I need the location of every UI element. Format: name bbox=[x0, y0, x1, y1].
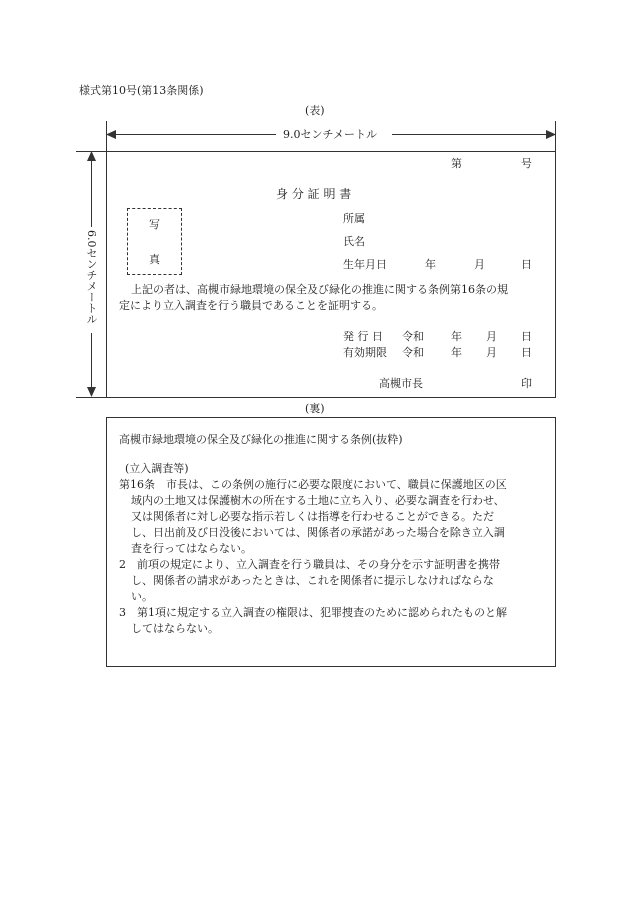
height-dim-label: 6.0センチメートル bbox=[85, 230, 98, 325]
issue-year-label: 年 bbox=[451, 330, 462, 343]
article-line: い。 bbox=[131, 590, 153, 603]
article-line: してはならない。 bbox=[131, 622, 219, 635]
article-line: 査を行ってはならない。 bbox=[131, 542, 252, 555]
arrow-right-icon bbox=[546, 130, 556, 139]
width-dim-line-left bbox=[108, 134, 276, 135]
card-title: 身 分 証 明 書 bbox=[276, 187, 352, 201]
article-line: 第16条 市長は、この条例の施行に必要な限度において、職員に保護地区の区 bbox=[119, 478, 507, 491]
card-number-prefix: 第 bbox=[451, 157, 462, 170]
name-label: 氏名 bbox=[343, 235, 365, 248]
form-number-label: 様式第10号(第13条関係) bbox=[79, 84, 204, 97]
issue-era: 令和 bbox=[402, 330, 424, 343]
arrow-up-icon bbox=[87, 151, 96, 161]
seal-label: 印 bbox=[521, 377, 532, 390]
article-line: 3 第1項に規定する立入調査の権限は、犯罪捜査のために認められたものと解 bbox=[119, 606, 507, 619]
photo-label-1: 写 bbox=[149, 218, 160, 231]
arrow-left-icon bbox=[106, 130, 116, 139]
article-line: し、日出前及び日没後においては、関係者の承諾があった場合を除き立入調 bbox=[131, 526, 505, 539]
mayor-label: 高槻市長 bbox=[379, 377, 423, 390]
photo-label-2: 真 bbox=[149, 253, 160, 266]
issue-day-label: 日 bbox=[521, 330, 532, 343]
statement-line-1: 上記の者は、高槻市緑地環境の保全及び緑化の推進に関する条例第16条の規 bbox=[131, 283, 508, 296]
height-dim-bottom-tick bbox=[76, 397, 106, 398]
width-dim-line-right bbox=[392, 134, 553, 135]
expiry-month-label: 月 bbox=[486, 346, 497, 359]
expiry-date-label: 有効期限 bbox=[343, 346, 387, 359]
issue-date-label: 発 行 日 bbox=[343, 330, 383, 343]
birth-year-label: 年 bbox=[425, 258, 436, 271]
height-dim-line-bottom bbox=[91, 333, 92, 395]
statement-line-2: 定により立入調査を行う職員であることを証明する。 bbox=[119, 299, 383, 312]
article-line: し、関係者の請求があったときは、これを関係者に提示しなければならな bbox=[131, 574, 494, 587]
expiry-year-label: 年 bbox=[451, 346, 462, 359]
birth-month-label: 月 bbox=[474, 258, 485, 271]
expiry-era: 令和 bbox=[402, 346, 424, 359]
back-side-label: (裏) bbox=[305, 402, 325, 415]
article-line: 又は関係者に対し必要な指示若しくは指導を行わせることができる。ただ bbox=[131, 510, 494, 523]
front-side-label: (表) bbox=[305, 104, 325, 117]
article-heading: (立入調査等) bbox=[125, 462, 189, 475]
ordinance-title: 高槻市緑地環境の保全及び緑化の推進に関する条例(抜粋) bbox=[119, 433, 403, 446]
affiliation-label: 所属 bbox=[343, 212, 365, 225]
birth-day-label: 日 bbox=[521, 258, 532, 271]
arrow-down-icon bbox=[87, 387, 96, 397]
width-dim-label: 9.0センチメートル bbox=[283, 128, 378, 141]
expiry-day-label: 日 bbox=[521, 346, 532, 359]
height-dim-line-top bbox=[91, 153, 92, 227]
birth-date-label: 生年月日 bbox=[343, 258, 387, 271]
article-line: 域内の土地又は保護樹木の所在する土地に立ち入り、必要な調査を行わせ、 bbox=[131, 494, 505, 507]
article-line: 2 前項の規定により、立入調査を行う職員は、その身分を示す証明書を携帯 bbox=[119, 558, 500, 571]
issue-month-label: 月 bbox=[486, 330, 497, 343]
card-number-suffix: 号 bbox=[521, 157, 532, 170]
